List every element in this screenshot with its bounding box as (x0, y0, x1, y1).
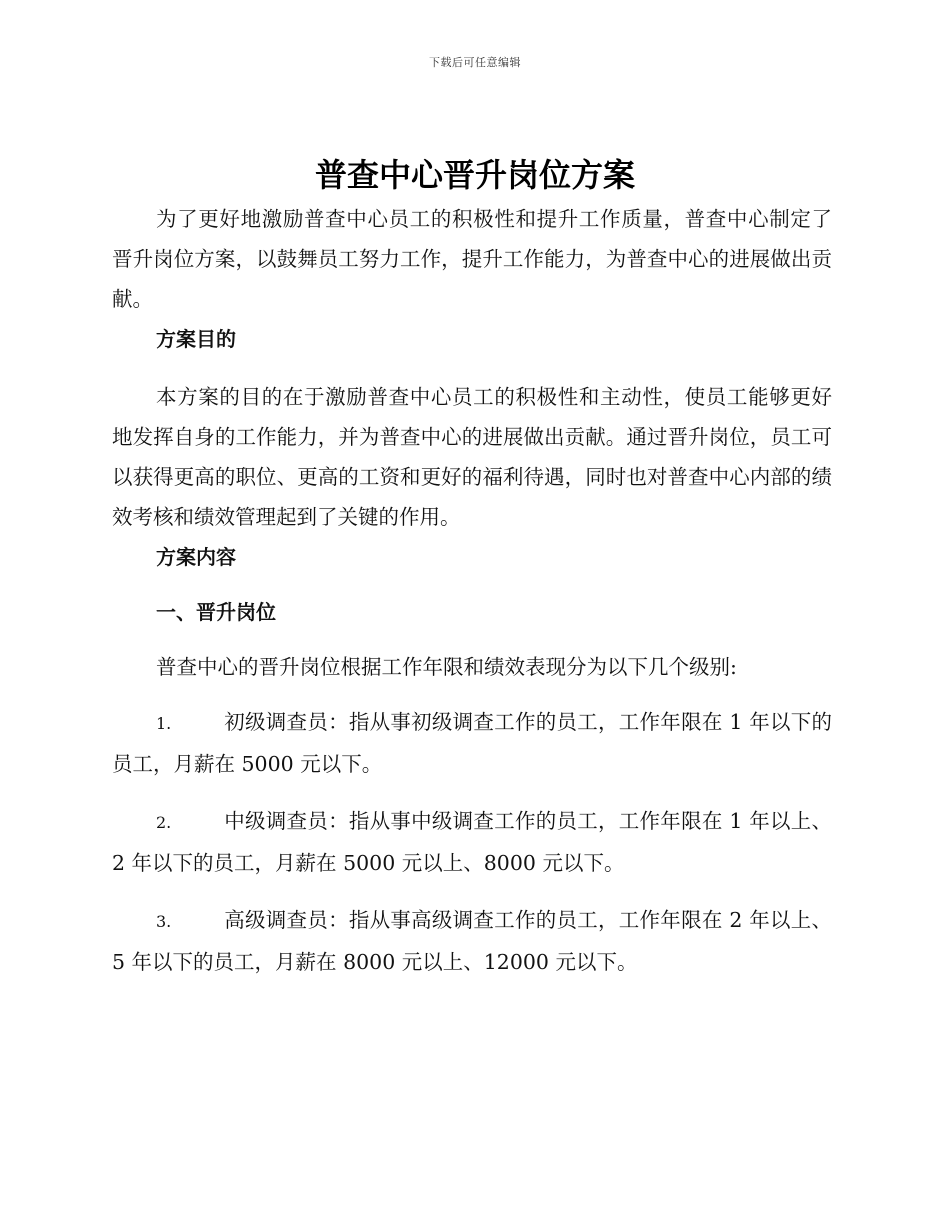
list-item-text: 初级调查员：指从事初级调查工作的员工，工作年限在 1 年以下的员工，月薪在 5000 元以下。 (112, 710, 832, 776)
list-item-text: 中级调查员：指从事中级调查工作的员工，工作年限在 1 年以上、2 年以下的员工，月薪在 5000 元以上、8000 元以下。 (112, 809, 832, 875)
list-item-number: 3. (156, 912, 172, 931)
section-intro-paragraph: 普查中心的晋升岗位根据工作年限和绩效表现分为以下几个级别: (156, 655, 737, 679)
list-item-number: 1. (156, 714, 172, 733)
document-body (112, 199, 832, 982)
intro-paragraph: 为了更好地激励普查中心员工的积极性和提升工作质量，普查中心制定了晋升岗位方案，以鼓舞员工努力工作，提升工作能力，为普查中心的进展做出贡献。 (112, 207, 832, 311)
purpose-heading: 方案目的 (156, 327, 236, 351)
list-item (112, 900, 832, 982)
document-title: 普查中心晋升岗位方案 (314, 156, 635, 194)
list-item (112, 702, 832, 784)
list-item-number: 2. (156, 813, 172, 832)
list-item-text: 高级调查员：指从事高级调查工作的员工，工作年限在 2 年以上、5 年以下的员工，月薪在 8000 元以上、12000 元以下。 (112, 908, 832, 974)
header-note: 下载后可任意编辑 (429, 56, 521, 69)
content-heading: 方案内容 (156, 545, 236, 569)
section-heading-promotion-positions: 一、晋升岗位 (156, 600, 276, 624)
list-item (112, 801, 832, 883)
purpose-paragraph: 本方案的目的在于激励普查中心员工的积极性和主动性，使员工能够更好地发挥自身的工作能力，并为普查中心的进展做出贡献。通过晋升岗位，员工可以获得更高的职位、更高的工资和更好的福利待遇，同时也对普查中心内部的绩效考核和绩效管理起到了关键的作用。 (112, 385, 832, 529)
